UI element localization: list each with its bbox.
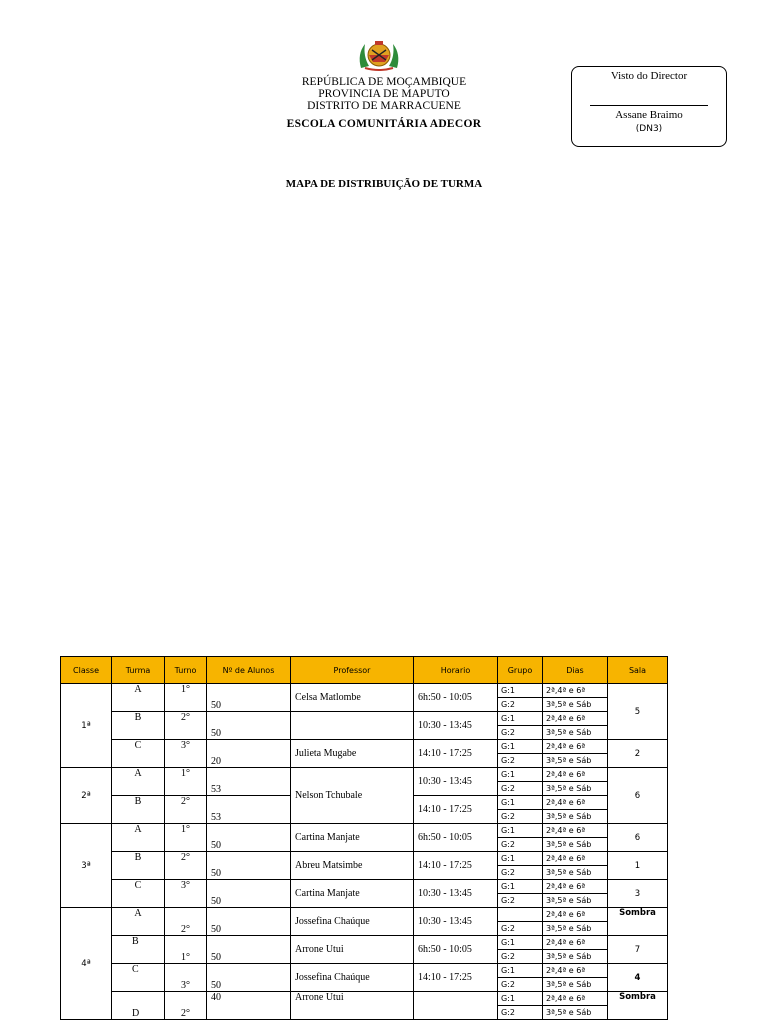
professor-cell: Cartina Manjate [291,880,414,908]
director-approval-box [571,66,727,147]
grupo-cell: G:2 [498,922,543,936]
professor-cell: Abreu Matsimbe [291,852,414,880]
professor-cell: Jossefina Chaúque [291,964,414,992]
dias-cell: 3ª,5ª e Sáb [543,726,608,740]
turma-cell: A [112,684,165,712]
sala-cell: 5 [608,684,668,740]
grupo-cell: G:2 [498,950,543,964]
col-header-turma: Turma [112,657,165,684]
dias-cell: 2ª,4ª e 6ª [543,852,608,866]
table-row [61,908,668,922]
table-row [61,824,668,838]
col-header-dias: Dias [543,657,608,684]
turno-cell: 2° [165,852,207,880]
horario-cell: 10:30 - 13:45 [414,880,498,908]
professor-cell: Cartina Manjate [291,824,414,852]
document-title: MAPA DE DISTRIBUIÇÃO DE TURMA [285,178,483,190]
signature-line [590,105,708,106]
turno-cell: 1° [165,936,207,964]
emblem-icon [355,38,403,72]
grupo-cell: G:1 [498,740,543,754]
dias-cell: 3ª,5ª e Sáb [543,754,608,768]
table-row [61,880,668,894]
professor-cell: Julieta Mugabe [291,740,414,768]
alunos-cell: 50 [207,712,291,740]
horario-cell: 14:10 - 17:25 [414,740,498,768]
table-row [61,992,668,1006]
sala-cell: 6 [608,768,668,824]
turno-cell: 3° [165,964,207,992]
dias-cell: 3ª,5ª e Sáb [543,698,608,712]
dias-cell: 3ª,5ª e Sáb [543,922,608,936]
col-header-turno: Turno [165,657,207,684]
table-row [61,936,668,950]
table-row [61,712,668,726]
turno-cell: 3° [165,740,207,768]
col-header-horario: Horario [414,657,498,684]
grupo-cell: G:2 [498,838,543,852]
col-header-classe: Classe [61,657,112,684]
sala-cell: 3 [608,880,668,908]
turma-cell: B [112,936,165,964]
sala-cell: 4 [608,964,668,992]
alunos-cell: 50 [207,964,291,992]
header-line-district: DISTRITO DE MARRACUENE [307,100,461,112]
dias-cell: 2ª,4ª e 6ª [543,824,608,838]
grupo-cell: G:1 [498,936,543,950]
school-name: ESCOLA COMUNITÁRIA ADECOR [286,118,482,130]
classe-cell: 3ª [61,824,112,908]
grupo-cell: G:1 [498,768,543,782]
turno-cell: 2° [165,712,207,740]
turno-cell: 2° [165,908,207,936]
classe-cell: 4ª [61,908,112,1020]
horario-cell: 14:10 - 17:25 [414,796,498,824]
turma-cell: A [112,908,165,936]
turma-cell: D [112,992,165,1020]
dias-cell: 3ª,5ª e Sáb [543,838,608,852]
grupo-cell: G:1 [498,852,543,866]
grupo-cell: G:2 [498,782,543,796]
grupo-cell: G:2 [498,726,543,740]
horario-cell: 10:30 - 13:45 [414,768,498,796]
table-header-row [61,657,668,684]
table-row [61,852,668,866]
alunos-cell: 50 [207,908,291,936]
turma-cell: A [112,824,165,852]
sala-cell: 6 [608,824,668,852]
horario-cell: 14:10 - 17:25 [414,852,498,880]
grupo-cell: G:1 [498,824,543,838]
grupo-cell: G:1 [498,684,543,698]
alunos-cell: 50 [207,880,291,908]
grupo-cell: G:1 [498,964,543,978]
grupo-cell: G:1 [498,880,543,894]
dias-cell: 2ª,4ª e 6ª [543,964,608,978]
turno-cell: 2° [165,796,207,824]
dias-cell: 3ª,5ª e Sáb [543,894,608,908]
dias-cell: 2ª,4ª e 6ª [543,768,608,782]
professor-cell: Arrone Utui [291,936,414,964]
dias-cell: 2ª,4ª e 6ª [543,908,608,922]
grupo-cell: G:2 [498,866,543,880]
turma-cell: A [112,768,165,796]
professor-cell: Nelson Tchubale [291,768,414,824]
turma-cell: C [112,880,165,908]
dias-cell: 2ª,4ª e 6ª [543,684,608,698]
classe-cell: 1ª [61,684,112,768]
dias-cell: 2ª,4ª e 6ª [543,936,608,950]
alunos-cell: 40 [207,992,291,1020]
classe-cell: 2ª [61,768,112,824]
grupo-cell: G:2 [498,894,543,908]
alunos-cell: 50 [207,852,291,880]
professor-cell: Arrone Utui [291,992,414,1020]
turno-cell: 1° [165,684,207,712]
dias-cell: 2ª,4ª e 6ª [543,992,608,1006]
horario-cell: 10:30 - 13:45 [414,712,498,740]
horario-cell: 6h:50 - 10:05 [414,824,498,852]
grupo-cell: G:2 [498,754,543,768]
grupo-cell: G:1 [498,712,543,726]
col-header-alunos: Nº de Alunos [207,657,291,684]
turma-cell: B [112,852,165,880]
professor-cell: Celsa Matlombe [291,684,414,712]
dias-cell: 3ª,5ª e Sáb [543,1006,608,1020]
sala-cell: 2 [608,740,668,768]
turma-cell: C [112,964,165,992]
horario-cell: 10:30 - 13:45 [414,908,498,936]
dias-cell: 2ª,4ª e 6ª [543,740,608,754]
turma-cell: B [112,712,165,740]
dias-cell: 3ª,5ª e Sáb [543,978,608,992]
table-row [61,964,668,978]
turno-cell: 2° [165,992,207,1020]
turno-cell: 1° [165,824,207,852]
approval-title: Visto do Director [610,70,688,82]
grupo-cell: G:2 [498,810,543,824]
class-distribution-table [60,656,668,1020]
grupo-cell: G:2 [498,1006,543,1020]
horario-cell [414,992,498,1020]
grupo-cell: G:2 [498,698,543,712]
horario-cell: 6h:50 - 10:05 [414,684,498,712]
dias-cell: 2ª,4ª e 6ª [543,880,608,894]
sala-cell: 1 [608,852,668,880]
horario-cell: 14:10 - 17:25 [414,964,498,992]
alunos-cell: 50 [207,684,291,712]
sala-cell: Sombra [608,992,668,1020]
director-name: Assane Braimo [615,109,683,121]
col-header-professor: Professor [291,657,414,684]
col-header-sala: Sala [608,657,668,684]
table-row [61,740,668,754]
horario-cell: 6h:50 - 10:05 [414,936,498,964]
alunos-cell: 20 [207,740,291,768]
grupo-cell: G:1 [498,992,543,1006]
sala-cell: 7 [608,936,668,964]
document-header [268,76,500,130]
header-line-republic: REPÚBLICA DE MOÇAMBIQUE [301,76,467,88]
turma-cell: C [112,740,165,768]
alunos-cell: 53 [207,796,291,824]
professor-cell [291,712,414,740]
dias-cell: 3ª,5ª e Sáb [543,866,608,880]
dias-cell: 2ª,4ª e 6ª [543,796,608,810]
turno-cell: 3° [165,880,207,908]
sala-cell: Sombra [608,908,668,936]
alunos-cell: 53 [207,768,291,796]
table-row [61,768,668,782]
turno-cell: 1° [165,768,207,796]
professor-cell: Jossefina Chaúque [291,908,414,936]
alunos-cell: 50 [207,824,291,852]
dias-cell: 3ª,5ª e Sáb [543,810,608,824]
header-line-province: PROVINCIA DE MAPUTO [318,88,450,100]
col-header-grupo: Grupo [498,657,543,684]
grupo-cell [498,908,543,922]
grupo-cell: G:1 [498,796,543,810]
grupo-cell: G:2 [498,978,543,992]
table-row [61,684,668,698]
alunos-cell: 50 [207,936,291,964]
dias-cell: 3ª,5ª e Sáb [543,782,608,796]
director-code: (DN3) [635,124,663,134]
dias-cell: 2ª,4ª e 6ª [543,712,608,726]
turma-cell: B [112,796,165,824]
dias-cell: 3ª,5ª e Sáb [543,950,608,964]
